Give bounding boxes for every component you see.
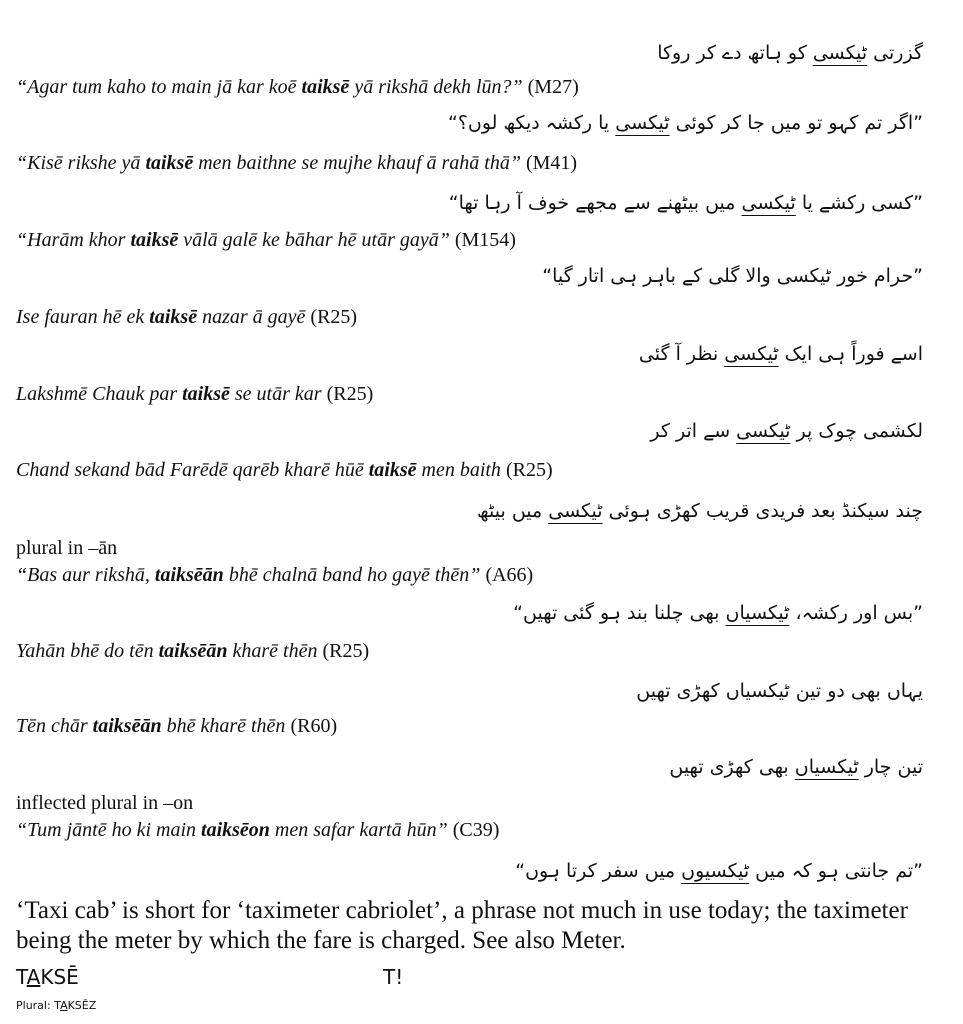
roman-keyword: taiksē (145, 152, 194, 174)
roman-text-after: vālā galē ke bāhar hē utār gayā” (178, 229, 450, 251)
romanized-example (16, 819, 499, 842)
urdu-keyword: ٹیکسی (741, 192, 796, 214)
romanized-example (16, 640, 369, 663)
citation: (R25) (317, 640, 370, 662)
pronunciation-mark: T! (383, 965, 404, 989)
roman-text-after: yā rikshā dekh lūn?” (349, 76, 523, 98)
urdu-example (636, 680, 923, 702)
urdu-keyword: ٹیکسی (548, 500, 603, 522)
roman-keyword: taiksē (368, 459, 417, 481)
roman-text-after: men baithne se mujhe khauf ā rahā thā” (193, 152, 521, 174)
romanized-example (16, 383, 373, 406)
urdu-keyword: ٹیکسی (812, 42, 868, 64)
romanized-example (16, 76, 579, 99)
urdu-text-after: نظر آ گئی (638, 343, 725, 365)
citation: (A66) (480, 564, 534, 586)
roman-keyword: taiksē (130, 229, 179, 251)
urdu-example (542, 265, 923, 287)
section-label: inflected plural in –on (16, 792, 194, 814)
section-label: plural in –ān (16, 537, 118, 559)
citation: (C39) (447, 819, 500, 841)
citation: (R60) (285, 715, 338, 737)
romanized-example (16, 564, 533, 587)
urdu-text: یہاں بھی دو تین ٹیکسیاں کھڑی تھیں (636, 680, 923, 702)
roman-keyword: taiksē (149, 306, 198, 328)
citation: (M27) (522, 76, 579, 98)
plural-form (16, 999, 96, 1012)
urdu-text-before: تین چار (858, 756, 923, 778)
urdu-example (513, 602, 923, 624)
roman-text-after: bhē kharē thēn (161, 715, 286, 737)
urdu-text-after: سے اتر کر (650, 420, 737, 442)
urdu-text-before: ”اگر تم کہو تو میں جا کر کوئی (669, 112, 923, 134)
plural-part: Plural: T (16, 999, 61, 1012)
urdu-example (515, 860, 923, 882)
roman-text-after: men baith (416, 459, 501, 481)
citation: (R25) (321, 383, 374, 405)
roman-text-after: bhē chalnā band ho gayē thēn” (223, 564, 481, 586)
urdu-text-before: ”بس اور رکشہ، (789, 602, 923, 624)
roman-text-before: “Agar tum kaho to main jā kar koē (16, 76, 302, 98)
urdu-example (448, 112, 923, 134)
urdu-example (639, 343, 923, 365)
headword-part: KSĒ (40, 965, 79, 989)
headword-part: T (16, 965, 27, 989)
citation: (R25) (305, 306, 358, 328)
roman-text-before: Chand sekand bād Farēdē qarēb kharē hūē (16, 459, 369, 481)
roman-keyword: taiksēān (92, 715, 162, 737)
romanized-example (16, 306, 357, 329)
urdu-text-after: بھی چلنا بند ہو گئی تھیں“ (513, 602, 726, 624)
romanized-example (16, 459, 553, 482)
urdu-text-after: یا رکشہ دیکھ لوں؟“ (447, 112, 616, 134)
roman-text-before: “Kisē rikshe yā (16, 152, 146, 174)
roman-text-before: Lakshmē Chauk par (16, 383, 183, 405)
headword-underlined-letter: A (26, 965, 41, 989)
urdu-text-after: میں بیٹھ (477, 500, 549, 522)
urdu-text-before: چند سیکنڈ بعد فریدی قریب کھڑی ہوئی (602, 500, 923, 522)
urdu-text-before: گزرتی (867, 42, 923, 64)
roman-text-after: men safar kartā hūn” (269, 819, 448, 841)
citation: (M154) (449, 229, 516, 251)
urdu-heading-line (657, 42, 923, 64)
roman-text-after: nazar ā gayē (197, 306, 306, 328)
urdu-text-after: بھی کھڑی تھیں (669, 756, 795, 778)
citation: (M41) (520, 152, 578, 174)
urdu-keyword: ٹیکسیاں (794, 756, 859, 778)
romanized-example (16, 715, 337, 738)
urdu-text-before: ”تم جانتی ہو کہ میں (749, 860, 923, 882)
etymology-note: ‘Taxi cab’ is short for ‘taximeter cabriolet’, a phrase not much in use today; the taximeter being the meter by which the fare is charged. See also Meter. (16, 897, 908, 954)
urdu-example (669, 756, 923, 778)
roman-text-before: “Harām khor (16, 229, 131, 251)
roman-keyword: taiksēon (201, 819, 270, 841)
romanized-example (16, 152, 577, 175)
urdu-text-after: میں بیٹھنے سے مجھے خوف آ رہا تھا“ (448, 192, 742, 214)
roman-text-before: “Tum jāntē ho ki main (16, 819, 202, 841)
urdu-keyword: ٹیکسیوں (681, 860, 750, 882)
urdu-keyword: ٹیکسیاں (725, 602, 790, 624)
urdu-keyword: ٹیکسی (615, 112, 670, 134)
urdu-example (449, 192, 923, 214)
roman-text-before: Ise fauran hē ek (16, 306, 150, 328)
roman-text-after: kharē thēn (227, 640, 318, 662)
urdu-text-before: لکشمی چوک پر (790, 420, 923, 442)
urdu-text-before: ”کسی رکشے یا (795, 192, 923, 214)
urdu-keyword: ٹیکسی (724, 343, 779, 365)
urdu-text-after: میں سفر کرتا ہوں“ (515, 860, 682, 882)
urdu-example (477, 500, 923, 522)
urdu-example (650, 420, 923, 442)
roman-text-before: Tēn chār (16, 715, 93, 737)
plural-underlined-letter: A (60, 999, 68, 1012)
romanized-example (16, 229, 516, 252)
roman-keyword: taiksē (182, 383, 230, 405)
roman-text-after: se utār kar (229, 383, 322, 405)
headword (16, 965, 79, 989)
urdu-keyword: ٹیکسی (736, 420, 791, 442)
roman-text-before: Yahān bhē do tēn (16, 640, 159, 662)
roman-text-before: “Bas aur rikshā, (16, 564, 155, 586)
citation: (R25) (500, 459, 553, 481)
roman-keyword: taiksē (301, 76, 350, 98)
urdu-text-after: کو ہاتھ دے کر روکا (657, 42, 813, 64)
roman-keyword: taiksēān (158, 640, 228, 662)
roman-keyword: taiksēān (154, 564, 224, 586)
plural-part: KSĒZ (67, 999, 97, 1012)
urdu-text-before: اسے فوراً ہی ایک (778, 343, 923, 365)
urdu-text: ”حرام خور ٹیکسی والا گلی کے باہر ہی اتار گیا“ (542, 265, 923, 287)
